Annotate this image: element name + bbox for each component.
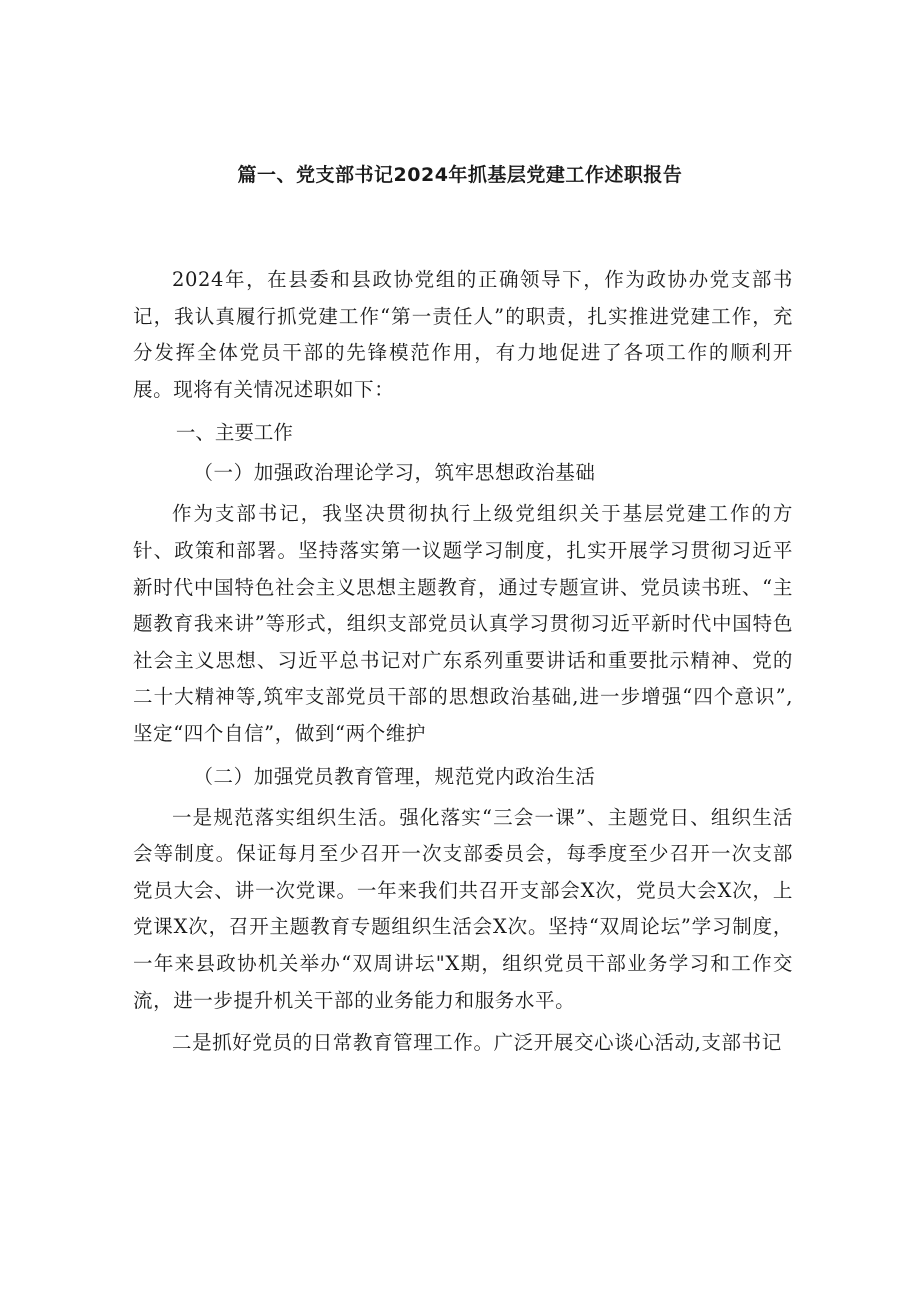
section-heading-main-work: 一、主要工作: [175, 421, 293, 445]
subsection-1-paragraph: 作为支部书记，我坚决贯彻执行上级党组织关于基层党建工作的方针、政策和部署。坚持落实第一议题学习制度，扎实开展学习贯彻习近平新时代中国特色社会主义思想主题教育，通过专题宣讲、党员读书班、“主题教育我来讲”等形式，组织支部党员认真学习贯彻习近平新时代中国特色社会主义思想、习近平总书记对广东系列重要讲话和重要批示精神、党的二十大精神等,筑牢支部党员干部的思想政治基础,进一步增强“四个意识”,坚定“四个自信”，做到“两个维护: [133, 502, 793, 745]
document-body: [133, 262, 793, 1062]
subsection-2-paragraph-1: 一是规范落实组织生活。强化落实“三会一课”、主题党日、组织生活会等制度。保证每月至少召开一次支部委员会，每季度至少召开一次支部党员大会、讲一次党课。一年来我们共召开支部会X次，党员大会X次，上党课X次，召开主题教育专题组织生活会X次。坚持“双周论坛”学习制度，一年来县政协机关举办“双周讲坛"X期，组织党员干部业务学习和工作交流，进一步提升机关干部的业务能力和服务水平。: [133, 805, 793, 1012]
subsection-heading-1: （一）加强政治理论学习，筑牢思想政治基础: [193, 461, 596, 485]
intro-paragraph: 2024年，在县委和县政协党组的正确领导下，作为政协办党支部书记，我认真履行抓党建工作“第一责任人”的职责，扎实推进党建工作，充分发挥全体党员干部的先锋模范作用，有力地促进了各项工作的顺利开展。现将有关情况述职如下：: [133, 268, 793, 401]
document-title: 篇一、党支部书记2024年抓基层党建工作述职报告: [237, 164, 683, 186]
subsection-heading-2: （二）加强党员教育管理，规范党内政治生活: [193, 764, 596, 788]
subsection-2-paragraph-2: 二是抓好党员的日常教育管理工作。广泛开展交心谈心活动,支部书记: [172, 1031, 782, 1055]
